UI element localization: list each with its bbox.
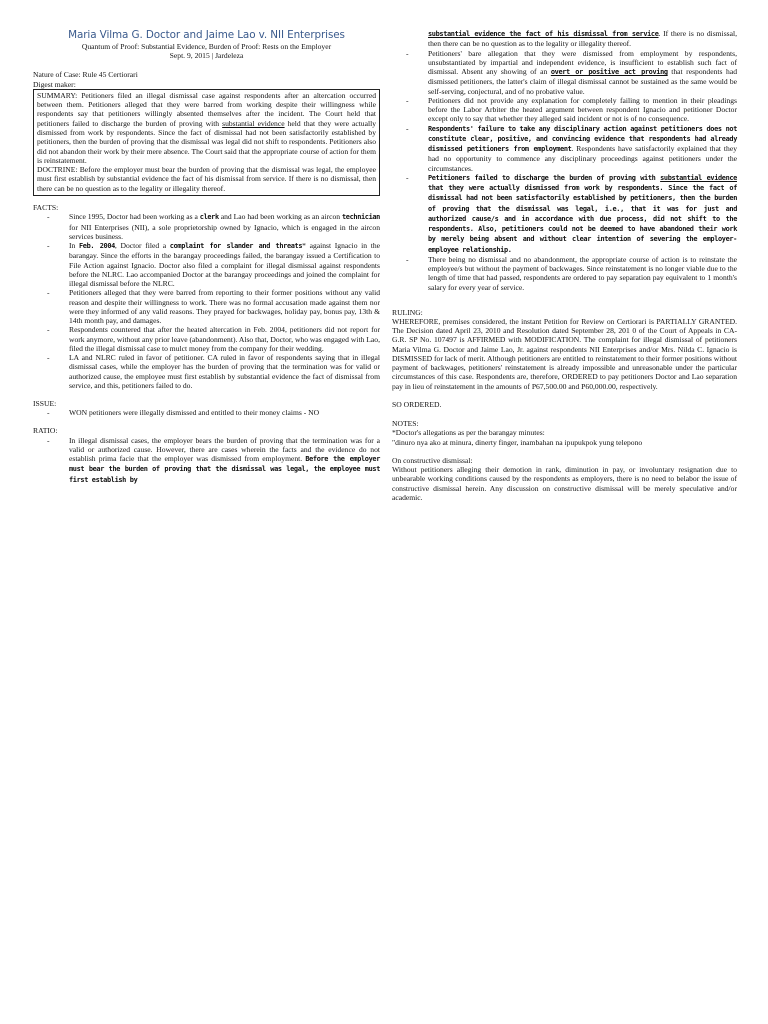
list-item: - Petitioners alleged that they were barred from reporting to their former positions without any valid reason and despite their willingness to work. There was no formal accusation made against them nor were they informed of any valid reasons. They prayed for backwages, holiday pay, bonus pay, 13th & 14th month pay, and damages.	[33, 288, 380, 325]
so-ordered: SO ORDERED.	[392, 399, 442, 409]
list-item: - Respondents' failure to take any disciplinary action against petitioners does not constitute clear, positive, and convincing evidence that respondents had already dismissed petitioners from employment. Respondents have satisfactorily explained that they had no opportunity to commence any disciplinary proceedings against petitioners under the circumstances.	[392, 124, 737, 173]
constructive-dismissal-text: Without petitioners alleging their demotion in rank, diminution in pay, or involuntary resignation due to unbearable working conditions caused by the respondents as employers, there is no need to belabor the issue of constructive dismissal herein. Any discussion on constructive dismissal will be merely speculative and/or academic.	[392, 465, 737, 502]
list-item: - There being no dismissal and no abandonment, the appropriate course of action is to reinstate the employee/s but without the payment of backwages. Since reinstatement is no longer viable due to the length of time that had passed, respondents are ordered to pay separation pay equivalent to 1 month's salary for every year of service.	[392, 255, 737, 292]
note-item: *Doctor's allegations as per the barangay minutes:	[392, 428, 545, 438]
doctrine-text: DOCTRINE: Before the employer must bear the burden of proving that the dismissal was legal, the employee must first establish by substantial evidence the fact of his dismissal from service. If there is no dismissal, then there can be no question as to the legality or illegality thereof.	[37, 165, 376, 193]
list-item: - Petitioners' bare allegation that they were dismissed from employment by respondents, unsubstantiated by impartial and independent evidence, is insufficient to establish such fact of dismissal. Absent any showing of an overt or positive act proving that respondents had dismissed petitioners, the latter's claim of illegal dismissal cannot be sustained as the same would be self-serving, conjectural, and of no probative value.	[392, 49, 737, 96]
case-date-line: Sept. 9, 2015 | Jardeleza	[169, 51, 244, 61]
list-item: - WON petitioners were illegally dismissed and entitled to their money claims - NO	[33, 408, 380, 417]
summary-text: SUMMARY: Petitioners filed an illegal dismissal case against respondents after an altercation occurred between them. Petitioners alleged that they were barred from working despite their willingness while respondents say that petitioners willingly absented themselves after the incident. The Court held that petitioners failed to discharge the burden of proving with substantial evidence held that they were actually dismissed from work by respondents. Since the fact of dismissal had not been satisfactorily established by petitioners, then the burden of proving that the dismissal was legal did not shift to respondents. Petitioners also did not abandon their work by their mere absence. The Court said that the appropriate course of action for them is reinstatement.	[37, 90, 376, 165]
case-title: Maria Vilma G. Doctor and Jaime Lao v. NII Enterprises	[68, 29, 345, 41]
note-item: "dinuro nya ako at minura, dinerty finger, inambahan na ipupukpok yung telepono	[392, 437, 643, 447]
notes-label: NOTES:	[392, 419, 419, 429]
list-item: - In illegal dismissal cases, the employer bears the burden of proving that the termination was for a valid or authorized cause. However, there are cases wherein the facts and the evidence do not establish prima facie that the employer was dismissed from employment. Before the employer must bear the burden of proving that the dismissal was legal, the employee must first establish by	[33, 436, 380, 485]
ruling-label: RULING:	[392, 307, 423, 317]
list-item: - LA and NLRC ruled in favor of petitioner. CA ruled in favor of respondents saying that in illegal dismissal cases, while the employer has the burden of proving that the termination was for valid or authorized cause, the employee must first establish by substantial evidence the fact of dismissal from service, and this, petitioners failed to do.	[33, 353, 380, 390]
ratio-label: RATIO:	[33, 426, 58, 436]
left-column	[33, 0, 380, 485]
list-item: - Respondents countered that after the heated altercation in Feb. 2004, petitioners did not report for work anymore, without any prior leave (abandonment). Also that, Doctor, who was engaged with Lao, filed the illegal dismissal case to mulct money from the company for their wedding.	[33, 325, 380, 353]
list-item: - Petitioners failed to discharge the burden of proving with substantial evidence that they were actually dismissed from work by respondents. Since the fact of dismissal had not been satisfactorily established by petitioners, then the burden of proving that the dismissal was legal, i.e., that it was for just and authorized cause/s and in accordance with due process, did not shift to the respondents. Also, petitioners could not be deemed to have abandoned their work by merely being absent and without clear intention of severing the employer-employee relationship.	[392, 173, 737, 255]
right-column	[392, 29, 737, 502]
ruling-text: WHEREFORE, premises considered, the instant Petition for Review on Certiorari is PARTIALLY GRANTED. The Decision dated April 23, 2010 and Resolution dated September 28, 201 0 of the Court of Appeals in CA-G.R. SP No. 107497 is AFFIRMED with MODIFICATION. The complaint for illegal dismissal of petitioners Maria Vilma G. Doctor and Jaime Lao, Jr. against respondents NII Enterprises and/or Mrs. Nilda C. Ignacio is DISMISSED for lack of merit. Although petitioners are entitled to reinstatement to their former positions without payment of backwages, petitioners' reinstatement is already impossible and unreasonable under the particular circumstances of this case. Respondents are, therefore, ORDERED to pay petitioners Doctor and Lao separation pay in lieu of reinstatement in the amounts of P67,500.00 and P60,000.00, respectively.	[392, 316, 737, 391]
list-item: - In Feb. 2004, Doctor filed a complaint for slander and threats* against Ignacio in the barangay. Since the efforts in the barangay proceedings failed, the barangay issued a Certification to File Action against Ignacio. Doctor also filed a complaint for illegal dismissal against respondents before the NLRC. Lao accompanied Doctor at the barangay proceedings and joined the complaint for illegal dismissal before the NLRC.	[33, 241, 380, 288]
case-subtitle: Quantum of Proof: Substantial Evidence, Burden of Proof: Rests on the Employer	[81, 42, 332, 51]
ratio-continuation: substantial evidence the fact of his dismissal from service. If there is no dismissal, then there can be no question as to the legality or illegality thereof.	[428, 29, 737, 49]
facts-label: FACTS:	[33, 203, 59, 213]
facts-list	[33, 212, 380, 390]
nature-of-case: Nature of Case: Rule 45 Certiorari	[33, 70, 138, 80]
summary-box	[33, 89, 380, 196]
ratio-list-left	[33, 436, 380, 485]
ratio-list-right	[392, 49, 737, 292]
list-item: - Since 1995, Doctor had been working as a clerk and Lao had been working as an aircon technician for NII Enterprises (NII), a sole proprietorship owned by Ignacio, which is engaged in the aircon services business.	[33, 212, 380, 241]
issue-list	[33, 408, 380, 417]
digest-maker: Digest maker:	[33, 79, 76, 89]
issue-label: ISSUE:	[33, 399, 57, 409]
list-item: - Petitioners did not provide any explanation for completely failing to mention in their pleadings before the Labor Arbiter the heated argument between respondent Ignacio and petitioner Doctor except only to say that whether they alleged said incident or not is of no consequence.	[392, 96, 737, 124]
constructive-dismissal-label: On constructive dismissal:	[392, 455, 473, 465]
